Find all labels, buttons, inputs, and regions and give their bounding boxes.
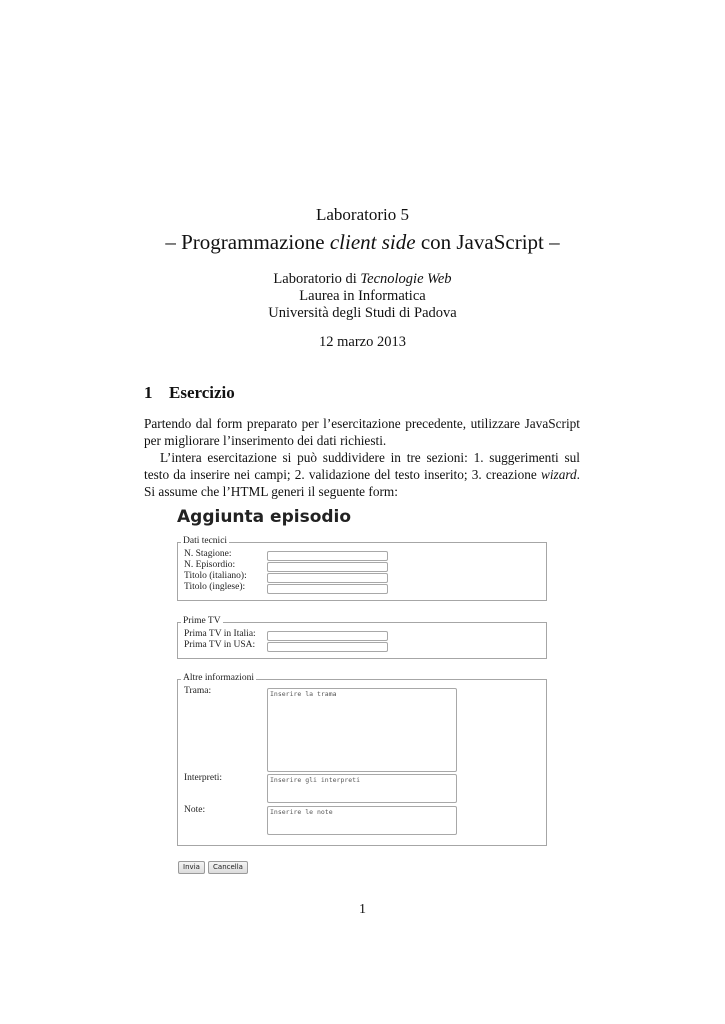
label-season: N. Stagione: — [184, 549, 232, 559]
university-line: Università degli Studi di Padova — [268, 305, 457, 321]
episode-input[interactable] — [267, 562, 388, 572]
label-cast: Interpreti: — [184, 773, 222, 783]
document-date: 12 marzo 2013 — [319, 334, 406, 350]
title-italic: client side — [329, 230, 416, 254]
form-heading: Aggiunta episodio — [177, 507, 352, 527]
section-title: Esercizio — [169, 383, 235, 402]
label-plot: Trama: — [184, 686, 212, 696]
plot-textarea[interactable]: Inserire la trama — [267, 688, 457, 772]
cast-textarea[interactable]: Inserire gli interpreti — [267, 774, 457, 803]
label-premiere-italy: Prima TV in Italia: — [184, 629, 256, 639]
para2-text-after: . Si assume che l’HTML generi il seguente form: — [144, 467, 580, 499]
page-number: 1 — [359, 902, 366, 917]
paragraph-intro: Partendo dal form preparato per l’esercitazione precedente, utilizzare JavaScript per migliorare l’inserimento dei dati richiesti. — [144, 416, 580, 448]
legend-altre-informazioni: Altre informazioni — [183, 673, 254, 683]
lab-title: Laboratorio 5 — [316, 205, 409, 224]
label-notes: Note: — [184, 805, 206, 815]
title-english-input[interactable] — [267, 584, 388, 594]
season-input[interactable] — [267, 551, 388, 561]
course-name: Tecnologie Web — [360, 271, 452, 287]
section-number: 1 — [144, 383, 153, 402]
paragraph-sections — [144, 449, 580, 500]
notes-textarea[interactable]: Inserire le note — [267, 806, 457, 835]
para2-text-before: L’intera esercitazione si può suddividere in tre sezioni: 1. suggerimenti sul testo da inserire nei campi; 2. validazione del testo inserito; 3. creazione — [144, 450, 580, 482]
label-title-italian: Titolo (italiano): — [184, 571, 247, 581]
reset-button[interactable]: Cancella — [208, 861, 248, 874]
legend-dati-tecnici: Dati tecnici — [183, 536, 228, 546]
title-suffix: con JavaScript – — [415, 230, 560, 254]
submit-button[interactable]: Invia — [178, 861, 205, 874]
section-heading — [144, 383, 235, 403]
title-prefix: – Programmazione — [165, 230, 330, 254]
premiere-usa-input[interactable] — [267, 642, 388, 652]
course-prefix: Laboratorio di — [273, 271, 361, 287]
para2-italic: wizard — [540, 467, 577, 482]
document-title — [0, 230, 725, 255]
label-premiere-usa: Prima TV in USA: — [184, 640, 256, 650]
course-line — [0, 271, 725, 288]
premiere-italy-input[interactable] — [267, 631, 388, 641]
legend-prime-tv: Prime TV — [183, 616, 221, 626]
title-italian-input[interactable] — [267, 573, 388, 583]
degree-line: Laurea in Informatica — [299, 288, 426, 304]
label-title-english: Titolo (inglese): — [184, 582, 246, 592]
label-episode: N. Episordio: — [184, 560, 236, 570]
